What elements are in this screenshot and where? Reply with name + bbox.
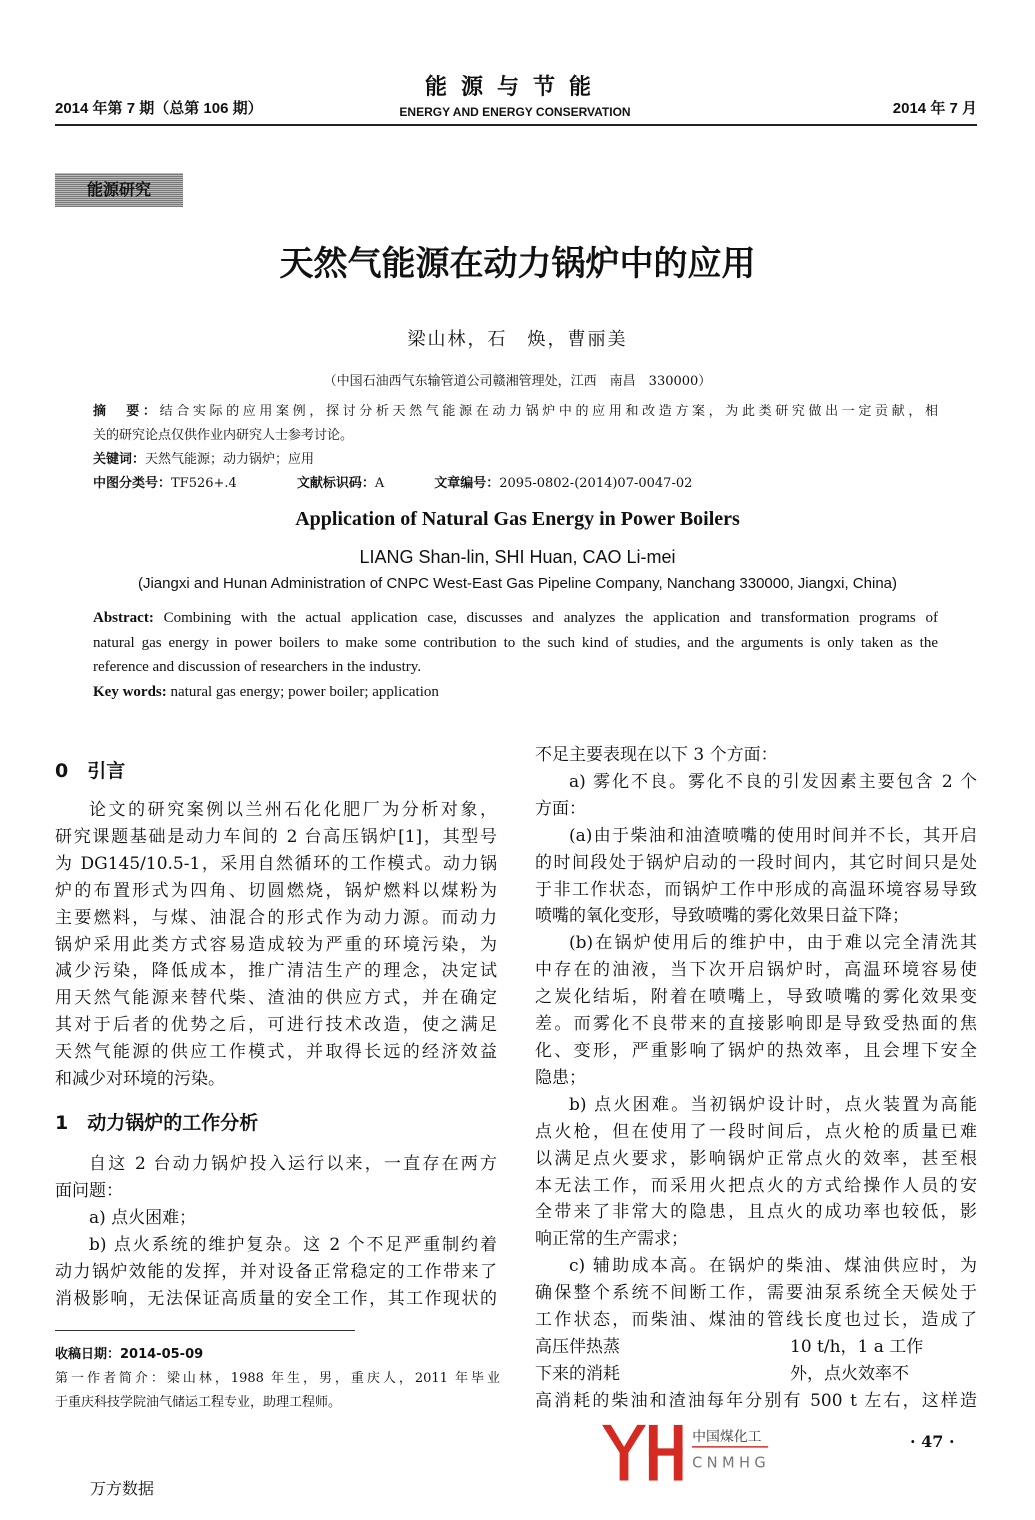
text-line: 研究课题基础是动力车间的 2 台高压锅炉[1]，其型号 [55, 826, 497, 847]
english-affiliation: (Jiangxi and Hunan Administration of CNPC West-East Gas Pipeline Company, Nanchang 330000, Jiangxi, China) [137, 575, 897, 592]
text-line: b) 点火系统的维护复杂。这 2 个不足严重制约着 [89, 1234, 497, 1255]
text-line: a) 雾化不良。雾化不良的引发因素主要包含 2 个 [569, 771, 977, 792]
text-line: 中存在的油液，当下次开启锅炉时，高温环境容易使 [535, 960, 977, 981]
english-abstract [93, 606, 938, 704]
journal-title-cn: 能源与节能 [424, 74, 605, 100]
watermark-logo [600, 1422, 850, 1482]
text-line: 下来的消耗 外，点火效率不 [535, 1363, 909, 1384]
text-line: 用天然气能源来替代柴、渣油的供应方式，并在确定 [55, 988, 497, 1009]
text-line: 确保整个系统不间断工作，需要油泵系统全天候处于 [535, 1283, 977, 1304]
clc-label: 中图分类号： [93, 476, 172, 491]
paper-title: 天然气能源在动力锅炉中的应用 [279, 244, 756, 284]
watermark-underline [692, 1446, 768, 1447]
abstract-en-line: reference and discussion of researchers in the industry. [93, 659, 422, 675]
author-bio: 第一作者简介：梁山林，1988 年生，男，重庆人，2011 年毕业 [55, 1371, 500, 1386]
text-line: 减少污染，降低成本，推广清洁生产的理念，决定试 [55, 961, 497, 982]
text-line: 差。而雾化不良带来的直接影响即是导致受热面的焦 [535, 1014, 977, 1035]
text-line: 以满足点火要求，影响锅炉正常点火的效率，甚至根 [535, 1148, 977, 1169]
footer-source: 万方数据 [90, 1479, 155, 1498]
keywords-text: 天然气能源；动力锅炉；应用 [145, 452, 315, 467]
text-line: 天然气能源的供应工作模式，并取得长远的经济效益 [55, 1042, 497, 1063]
text-line: 主要燃料，与煤、油混合的形式作为动力源。而动力 [55, 907, 497, 928]
text-line: 高压伴热蒸 10 t/h，1 a 工作 [535, 1336, 924, 1357]
art-value: 2095-0802-(2014)07-0047-02 [499, 476, 693, 491]
classification [93, 472, 938, 496]
journal-title-en: ENERGY AND ENERGY CONSERVATION [399, 105, 631, 119]
section-heading-analysis: 1 动力锅炉的工作分析 [55, 1112, 259, 1134]
text-line: 工作状态，而柴油、煤油的管线长度也过长，造成了 [535, 1310, 977, 1331]
text-line: 于非工作状态，而锅炉工作中形成的高温环境容易导致 [535, 879, 977, 900]
english-title: Application of Natural Gas Energy in Power Boilers [295, 508, 740, 530]
footnote [55, 1343, 500, 1415]
keywords-en-text: natural gas energy; power boiler; application [170, 683, 439, 700]
text-line: 喷嘴的氧化变形，导致喷嘴的雾化效果日益下降； [535, 906, 909, 927]
text-line: 消极影响，无法保证高质量的安全工作，其工作现状的 [55, 1288, 497, 1309]
affiliation: （中国石油西气东输管道公司赣湘管理处，江西 南昌 330000） [323, 374, 712, 389]
header-rule [55, 124, 977, 126]
abstract-en-line: Combining with the actual application case, discusses and analyzes the application and transformation programs of [163, 610, 938, 626]
abstract-en-line: natural gas energy in power boilers to make some contribution to the such kind of studies, and the arguments is only taken as the [93, 634, 938, 651]
doc-value: A [374, 476, 385, 491]
section-heading-intro: 0 引言 [55, 760, 126, 782]
text-line: 其对于后者的优势之后，可进行技术改造，使之满足 [55, 1015, 497, 1036]
text-line: b) 点火困难。当初锅炉设计时，点火装置为高能 [569, 1094, 977, 1115]
watermark-en: CNMHG [692, 1454, 771, 1472]
text-line: 论文的研究案例以兰州石化化肥厂为分析对象， [89, 800, 497, 820]
text-line: 和减少对环境的污染。 [55, 1069, 225, 1090]
section-badge: 能源研究 [55, 173, 183, 207]
yh-logo-icon [602, 1425, 682, 1481]
text-line: 点火枪，但在使用了一段时间后，点火枪的质量已难 [535, 1121, 977, 1142]
text-line: (b)在锅炉使用后的维护中，由于难以完全清洗其 [569, 933, 977, 954]
text-line: 全带来了非常大的隐患，且点火的成功率也较低，影 [535, 1202, 977, 1223]
text-line: 本无法工作，而采用火把点火的方式给操作人员的安 [535, 1175, 977, 1196]
authors: 梁山林，石 焕，曹丽美 [407, 329, 628, 350]
text-line: 之炭化结垢，附着在喷嘴上，导致喷嘴的雾化效果变 [535, 987, 977, 1008]
right-column [535, 742, 977, 1415]
footnote-rule [55, 1330, 355, 1331]
doc-label: 文献标识码： [296, 476, 375, 491]
text-line: 不足主要表现在以下 3 个方面： [535, 745, 778, 765]
english-authors: LIANG Shan-lin, SHI Huan, CAO Li-mei [359, 547, 676, 567]
left-column-analysis [55, 1151, 497, 1312]
text-line: 动力锅炉效能的发挥，并对设备正常稳定的工作带来了 [55, 1261, 497, 1282]
text-line: a) 点火困难； [89, 1207, 197, 1228]
clc-value: TF526+.4 [171, 476, 237, 491]
author-bio-2: 于重庆科技学院油气储运工程专业，助理工程师。 [55, 1395, 342, 1410]
text-line: 的时间段处于锅炉启动的一段时间内，其它时间只是处 [535, 852, 977, 873]
text-line: 化、变形，严重影响了锅炉的热效率，且会埋下安全 [535, 1040, 977, 1061]
keywords-en-label: Key words: [93, 683, 167, 700]
page-number: · 47 · [910, 1432, 955, 1451]
abstract-label: 摘 要： [93, 404, 160, 419]
received-date: 收稿日期：2014-05-09 [55, 1347, 204, 1362]
text-line: 为 DG145/10.5-1，采用自然循环的工作模式。动力锅 [55, 853, 497, 874]
issue-date: 2014 年 7 月 [892, 100, 977, 117]
keywords-label: 关键词： [93, 452, 146, 467]
text-line: (a)由于柴油和油渣喷嘴的使用时间并不长，其开启 [569, 825, 977, 846]
text-line: 隐患； [535, 1067, 586, 1088]
abstract-text: 结合实际的应用案例，探讨分析天然气能源在动力锅炉中的应用和改造方案，为此类研究做出一定贡献，相 [159, 404, 938, 419]
text-line: 响正常的生产需求； [535, 1229, 688, 1250]
issue-info: 2014 年第 7 期（总第 106 期） [55, 100, 263, 117]
left-column-intro [55, 797, 497, 1093]
text-line: c) 辅助成本高。在锅炉的柴油、煤油供应时，为 [569, 1256, 977, 1277]
art-label: 文章编号： [434, 476, 500, 491]
text-line: 炉的布置形式为四角、切圆燃烧，锅炉燃料以煤粉为 [55, 880, 497, 901]
abstract-en-label: Abstract: [93, 610, 154, 626]
text-line: 高消耗的柴油和渣油每年分别有 500 t 左右，这样造 [535, 1390, 977, 1411]
text-line: 自这 2 台动力锅炉投入运行以来，一直存在两方 [89, 1154, 497, 1174]
text-line: 方面： [535, 798, 586, 819]
abstract-text-2: 关的研究论点仅供作业内研究人士参考讨论。 [93, 428, 354, 443]
text-line: 面问题： [55, 1180, 123, 1201]
abstract-cn [93, 400, 938, 496]
watermark-cn: 中国煤化工 [692, 1429, 762, 1446]
text-line: 锅炉采用此类方式容易造成较为严重的环境污染，为 [55, 934, 497, 955]
